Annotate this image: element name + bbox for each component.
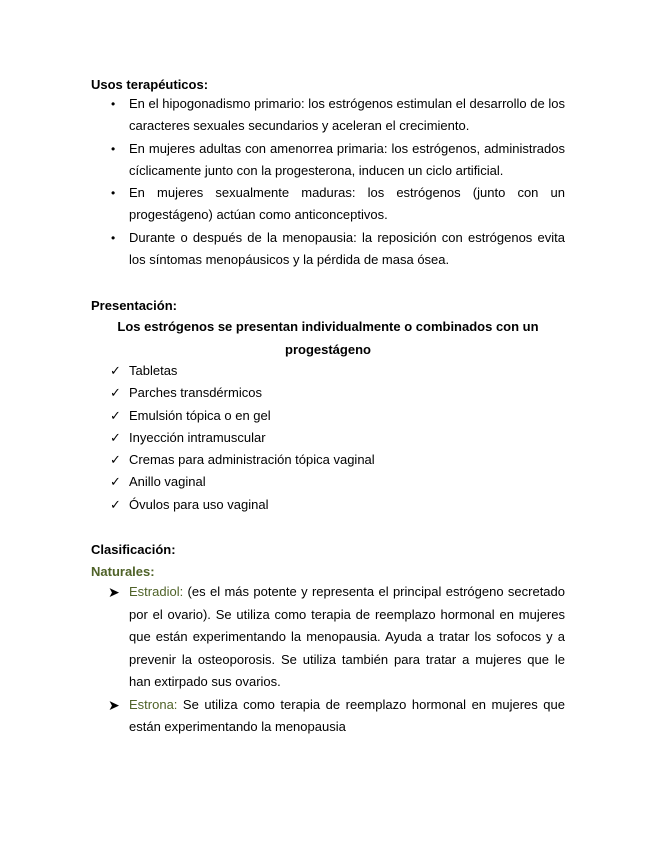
presentacion-item — [91, 405, 565, 427]
presentacion-intro: Los estrógenos se presentan individualmente o combinados con un progestágeno — [117, 319, 539, 357]
presentacion-item-text: Parches transdérmicos — [129, 385, 262, 401]
clasificacion-text: (es el más potente y representa el principal estrógeno secretado por el ovario). Se utiliza como terapia de reemplazo hormonal en mujeres que están experimentando la menopausia. Ayuda a tratar los sofocos y a prevenir la osteoporosis. Se utiliza también para tratar a mujeres que le han extirpado sus ovarios. — [129, 584, 565, 689]
usos-item-text: En el hipogonadismo primario: los estrógenos estimulan el desarrollo de los caracteres sexuales secundarios y aceleran el crecimiento. — [129, 96, 565, 134]
bullet-icon: • — [111, 230, 116, 245]
checkmark-icon: ✓ — [110, 407, 121, 423]
presentacion-list — [91, 360, 565, 516]
presentacion-item-text: Anillo vaginal — [129, 474, 206, 490]
clasificacion-text: Se utiliza como terapia de reemplazo hormonal en mujeres que están experimentando la menopausia — [129, 696, 565, 734]
presentacion-item-text: Cremas para administración tópica vaginal — [129, 452, 375, 468]
presentacion-item-text: Tabletas — [129, 363, 178, 378]
checkmark-icon: ✓ — [110, 429, 121, 445]
usos-item — [91, 227, 565, 272]
usos-heading: Usos terapéuticos: — [91, 77, 209, 92]
presentacion-item — [91, 471, 565, 493]
usos-item — [91, 138, 565, 183]
clasificacion-list — [91, 581, 565, 739]
presentacion-item — [91, 382, 565, 404]
bullet-icon: • — [111, 186, 116, 201]
bullet-icon: • — [111, 97, 116, 111]
presentacion-item-text: Emulsión tópica o en gel — [129, 407, 271, 423]
presentacion-item-text: Inyección intramuscular — [129, 429, 266, 445]
usos-item-text: En mujeres adultas con amenorrea primaria: los estrógenos, administrados cíclicamente junto con la progesterona, inducen un ciclo artificial. — [129, 140, 565, 178]
usos-item-text: Durante o después de la menopausia: la reposición con estrógenos evita los síntomas menopáusicos y la pérdida de masa ósea. — [129, 229, 565, 268]
clasificacion-term: Estrona: — [129, 696, 178, 712]
arrow-bullet-icon: ➤ — [108, 696, 120, 713]
checkmark-icon: ✓ — [110, 385, 121, 401]
clasificacion-heading: Clasificación: — [91, 542, 176, 557]
checkmark-icon: ✓ — [110, 363, 121, 378]
usos-list — [91, 93, 565, 271]
clasificacion-item — [91, 694, 565, 739]
presentacion-item — [91, 494, 565, 516]
presentacion-item — [91, 449, 565, 471]
usos-item — [91, 182, 565, 227]
checkmark-icon: ✓ — [110, 452, 121, 468]
clasificacion-term: Estradiol: — [129, 584, 184, 599]
checkmark-icon: ✓ — [110, 496, 121, 512]
checkmark-icon: ✓ — [110, 474, 121, 490]
usos-item — [91, 93, 565, 138]
presentacion-item-text: Óvulos para uso vaginal — [129, 496, 269, 512]
naturales-subheading: Naturales: — [91, 564, 155, 579]
presentacion-item — [91, 360, 565, 382]
presentacion-item — [91, 427, 565, 449]
presentacion-heading: Presentación: — [91, 298, 177, 313]
bullet-icon: • — [111, 141, 116, 156]
arrow-bullet-icon: ➤ — [108, 584, 120, 600]
clasificacion-item — [91, 581, 565, 694]
usos-item-text: En mujeres sexualmente maduras: los estrógenos (junto con un progestágeno) actúan como anticonceptivos. — [129, 185, 565, 223]
